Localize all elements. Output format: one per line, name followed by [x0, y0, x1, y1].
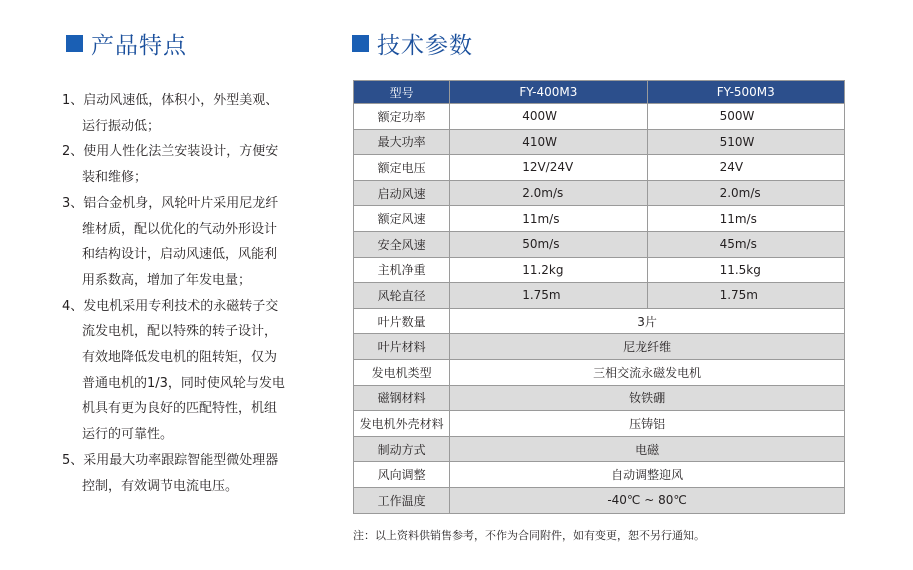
spec-label: 发电机类型 — [354, 359, 450, 385]
spec-label: 磁钢材料 — [354, 385, 450, 411]
spec-row — [354, 283, 845, 309]
spec-label: 叶片材料 — [354, 334, 450, 360]
specs-title-text: 技术参数 — [377, 33, 473, 59]
spec-row — [354, 180, 845, 206]
spec-label: 风向调整 — [354, 462, 450, 488]
header-model: 型号 — [354, 81, 450, 104]
title-square-icon — [66, 35, 83, 52]
title-square-icon — [352, 35, 369, 52]
header-fy400: FY-400M3 — [450, 81, 647, 104]
spec-header-row — [354, 81, 845, 104]
feature-line: 流发电机，配以特殊的转子设计， — [82, 324, 278, 340]
spec-value-fy400: 11.2kg — [450, 257, 647, 283]
spec-label: 额定风速 — [354, 206, 450, 232]
spec-label: 主机净重 — [354, 257, 450, 283]
spec-label: 工作温度 — [354, 487, 450, 513]
spec-row — [354, 104, 845, 130]
feature-item — [62, 191, 312, 294]
feature-item — [62, 139, 312, 190]
spec-table — [353, 80, 845, 514]
feature-line: 装和维修； — [82, 170, 148, 186]
header-fy500: FY-500M3 — [647, 81, 844, 104]
spec-value-shared: 自动调整迎风 — [450, 462, 845, 488]
feature-line: 运行振动低； — [82, 118, 161, 134]
spec-row — [354, 155, 845, 181]
spec-value-shared: 电磁 — [450, 436, 845, 462]
spec-label: 额定功率 — [354, 104, 450, 130]
feature-line: 控制，有效调节电流电压。 — [82, 478, 239, 494]
feature-line: 3、铝合金机身，风轮叶片采用尼龙纤 — [62, 195, 279, 211]
spec-value-fy500: 24V — [647, 155, 844, 181]
spec-label: 叶片数量 — [354, 308, 450, 334]
spec-label: 最大功率 — [354, 129, 450, 155]
footnote: 注：以上资料供销售参考，不作为合同附件，如有变更，恕不另行通知。 — [353, 529, 705, 542]
spec-row — [354, 231, 845, 257]
spec-value-fy400: 12V/24V — [450, 155, 647, 181]
spec-label: 额定电压 — [354, 155, 450, 181]
spec-row — [354, 487, 845, 513]
spec-value-shared: -40℃ ~ 80℃ — [450, 487, 845, 513]
features-title-text: 产品特点 — [91, 33, 187, 59]
feature-line: 有效地降低发电机的阻转矩，仅为 — [82, 350, 278, 366]
spec-value-shared: 压铸铝 — [450, 411, 845, 437]
spec-row — [354, 359, 845, 385]
spec-row — [354, 385, 845, 411]
spec-label: 发电机外壳材料 — [354, 411, 450, 437]
features-list — [62, 88, 312, 499]
feature-line: 1、启动风速低，体积小，外型美观、 — [62, 93, 279, 108]
spec-value-fy400: 400W — [450, 104, 647, 130]
spec-value-fy500: 45m/s — [647, 231, 844, 257]
spec-value-fy400: 410W — [450, 129, 647, 155]
specs-title — [352, 27, 473, 60]
spec-row — [354, 129, 845, 155]
spec-value-fy400: 11m/s — [450, 206, 647, 232]
spec-label: 启动风速 — [354, 180, 450, 206]
feature-line: 和结构设计，启动风速低，风能利 — [82, 247, 278, 263]
spec-row — [354, 462, 845, 488]
spec-row — [354, 436, 845, 462]
spec-value-fy500: 11m/s — [647, 206, 844, 232]
feature-line: 2、使用人性化法兰安装设计，方便安 — [62, 144, 279, 160]
feature-item — [62, 88, 312, 139]
feature-line: 运行的可靠性。 — [82, 427, 174, 443]
spec-value-fy400: 2.0m/s — [450, 180, 647, 206]
feature-line: 用系数高，增加了年发电量； — [82, 272, 252, 288]
spec-label: 风轮直径 — [354, 283, 450, 309]
feature-item — [62, 448, 312, 499]
features-title — [66, 27, 187, 60]
spec-value-fy400: 1.75m — [450, 283, 647, 309]
spec-value-shared: 尼龙纤维 — [450, 334, 845, 360]
spec-value-fy500: 11.5kg — [647, 257, 844, 283]
feature-line: 5、采用最大功率跟踪智能型微处理器 — [62, 452, 279, 468]
spec-row — [354, 206, 845, 232]
spec-row — [354, 411, 845, 437]
feature-line: 普通电机的1/3，同时使风轮与发电 — [82, 375, 285, 391]
feature-line: 维材质，配以优化的气动外形设计 — [82, 221, 278, 237]
spec-label: 安全风速 — [354, 231, 450, 257]
spec-row — [354, 334, 845, 360]
feature-item — [62, 294, 312, 448]
spec-value-fy500: 2.0m/s — [647, 180, 844, 206]
spec-value-fy500: 1.75m — [647, 283, 844, 309]
spec-label: 制动方式 — [354, 436, 450, 462]
spec-value-fy500: 500W — [647, 104, 844, 130]
feature-line: 机具有更为良好的匹配特性，机组 — [82, 401, 278, 417]
spec-value-fy500: 510W — [647, 129, 844, 155]
spec-value-shared: 钕铁硼 — [450, 385, 845, 411]
spec-value-fy400: 50m/s — [450, 231, 647, 257]
spec-row — [354, 257, 845, 283]
spec-value-shared: 3片 — [450, 308, 845, 334]
spec-value-shared: 三相交流永磁发电机 — [450, 359, 845, 385]
feature-line: 4、发电机采用专利技术的永磁转子交 — [62, 298, 279, 314]
spec-row — [354, 308, 845, 334]
